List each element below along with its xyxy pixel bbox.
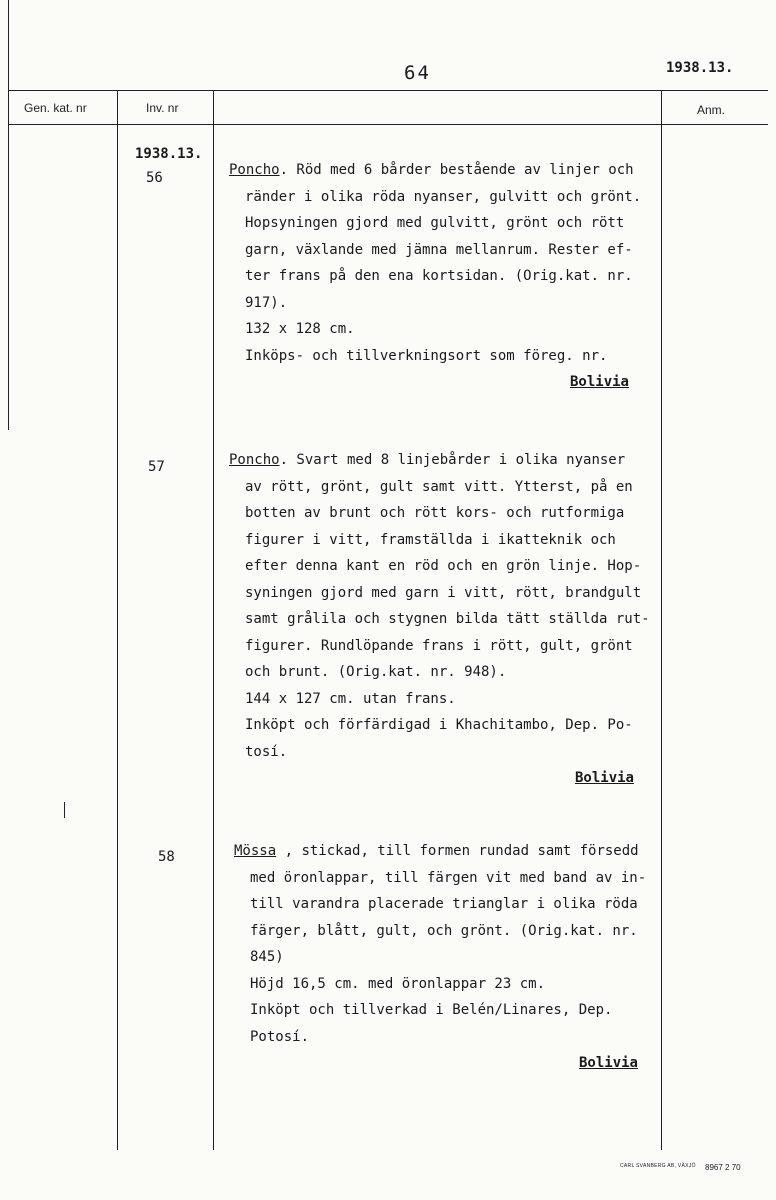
- entry-line: samt grålila och stygnen bilda tätt ställda rut-: [245, 611, 650, 627]
- entry-line: figurer i vitt, framställda i ikatteknik och: [245, 531, 616, 548]
- entry-title: Poncho: [229, 162, 280, 178]
- entry-line: 917).: [245, 294, 288, 311]
- entry-title: Mössa: [234, 843, 277, 859]
- header-gen-kat-nr: Gen. kat. nr: [24, 101, 87, 115]
- entry-line: Poncho. Röd med 6 bårder bestående av linjer och: [229, 162, 634, 178]
- column-rule-inv: [117, 90, 118, 1150]
- entry-line: ter frans på den ena kortsidan. (Orig.kat. nr.: [245, 268, 633, 284]
- entry-line: efter denna kant en röd och en grön linje. Hop-: [245, 558, 642, 574]
- accession-number: 1938.13.: [666, 60, 734, 76]
- stray-mark: [64, 802, 65, 818]
- left-margin-rule: [8, 0, 9, 430]
- column-rule-anm: [661, 90, 662, 1150]
- series-label: 1938.13.: [135, 146, 203, 162]
- entry-line: till varandra placerade trianglar i olika röda: [250, 896, 638, 912]
- place-of-origin: Bolivia: [569, 374, 629, 390]
- entry-line: Mössa , stickad, till formen rundad samt försedd: [234, 843, 639, 859]
- entry-58: [234, 838, 659, 1077]
- header-top-rule: [8, 90, 768, 91]
- place-of-origin: Bolivia: [578, 1055, 638, 1071]
- inv-number-57: 57: [148, 459, 165, 475]
- entry-line: Hopsyningen gjord med gulvitt, grönt och rött: [245, 215, 625, 231]
- printer-imprint: CARL SVANBERG AB, VÄXJÖ: [620, 1163, 696, 1169]
- place-of-origin: Bolivia: [574, 770, 634, 786]
- entry-line: syningen gjord med garn i vitt, rött, brandgult: [245, 584, 642, 601]
- entry-line: Höjd 16,5 cm. med öronlappar 23 cm.: [250, 975, 546, 992]
- entry-line: 132 x 128 cm.: [245, 321, 355, 337]
- entry-57: [229, 447, 654, 792]
- entry-line: av rött, grönt, gult samt vitt. Ytterst, på en: [245, 478, 633, 495]
- entry-title: Poncho: [229, 452, 280, 468]
- entry-line: och brunt. (Orig.kat. nr. 948).: [245, 664, 507, 680]
- entry-line: färger, blått, gult, och grönt. (Orig.kat. nr.: [250, 922, 638, 939]
- header-bottom-rule: [8, 124, 768, 125]
- inv-number-58: 58: [158, 849, 175, 865]
- entry-56: [229, 157, 649, 396]
- entry-line: botten av brunt och rött kors- och rutformiga: [245, 505, 625, 521]
- entry-line: 845): [250, 949, 284, 965]
- header-anm: Anm.: [697, 103, 726, 117]
- entry-line: figurer. Rundlöpande frans i rött, gult, grönt: [245, 637, 633, 654]
- entry-line: ränder i olika röda nyanser, gulvitt och grönt.: [245, 188, 642, 205]
- entry-line: Poncho. Svart med 8 linjebårder i olika nyanser: [229, 452, 626, 468]
- column-rule-text: [213, 90, 214, 1150]
- entry-line: tosí.: [245, 743, 288, 760]
- header-inv-nr: Inv. nr: [146, 101, 179, 115]
- inv-number-56: 56: [146, 170, 163, 186]
- entry-line: garn, växlande med jämna mellanrum. Rester ef-: [245, 241, 633, 258]
- entry-line: Inköps- och tillverkningsort som föreg. nr.: [245, 347, 608, 364]
- entry-line: Inköpt och förfärdigad i Khachitambo, Dep. Po-: [245, 717, 633, 733]
- form-code: 8967 2 70: [705, 1163, 741, 1172]
- entry-line: Inköpt och tillverkad i Belén/Linares, Dep.: [250, 1002, 613, 1018]
- entry-line: med öronlappar, till färgen vit med band av in-: [250, 869, 647, 886]
- page-number: 64: [404, 62, 431, 84]
- entry-line: 144 x 127 cm. utan frans.: [245, 690, 456, 707]
- entry-line: Potosí.: [250, 1028, 310, 1045]
